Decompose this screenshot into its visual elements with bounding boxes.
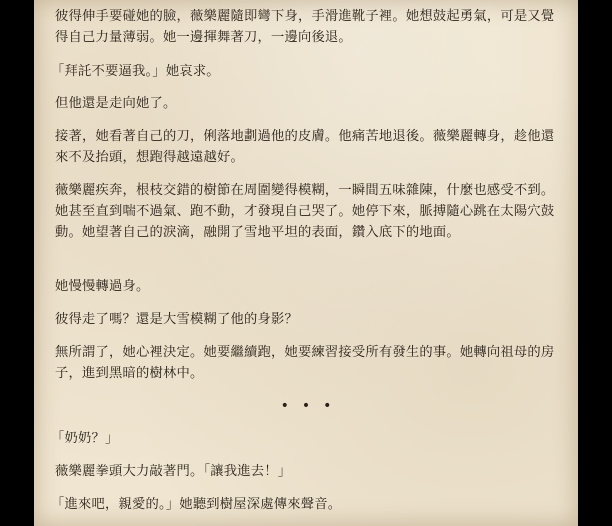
section-divider: •••: [280, 398, 345, 414]
paragraph: 薇樂麗拳頭大力敲著門。「讓我進去！」: [55, 464, 292, 479]
paragraph: 她慢慢轉過身。: [55, 279, 150, 294]
paragraph: 無所謂了，她心裡決定。她要繼續跑，她要練習接受所有發生的事。她轉向祖母的房子，進到黑暗的樹林中。: [55, 345, 555, 381]
paragraph: 接著，她看著自己的刀，俐落地劃過他的皮膚。他痛苦地退後。薇樂麗轉身，趁他還來不及抬頭，想跑得越遠越好。: [55, 129, 555, 165]
paragraph: 「奶奶？」: [51, 431, 119, 446]
paragraph: 彼得伸手要碰她的臉，薇樂麗隨即彎下身，手滑進靴子裡。她想鼓起勇氣，可是又覺得自己力量薄弱。她一邊揮舞著刀，一邊向後退。: [55, 9, 555, 45]
paragraph: 但他還是走向她了。: [55, 96, 177, 111]
paragraph: 彼得走了嗎？還是大雪模糊了他的身影？: [55, 312, 298, 327]
paragraph: 「拜託不要逼我。」她哀求。: [51, 64, 220, 79]
paragraph: 薇樂麗疾奔，根枝交錯的樹節在周圍變得模糊，一瞬間五味雜陳，什麼也感受不到。她甚至直到喘不過氣、跑不動，才發現自己哭了。她停下來，脈搏隨心跳在太陽穴鼓動。她望著自己的淚滴，融開了雪地平坦的表面，鑽入底下的地面。: [55, 183, 555, 240]
paragraph: 「進來吧，親愛的。」她聽到樹屋深處傳來聲音。: [51, 497, 342, 512]
book-page: [34, 0, 578, 526]
